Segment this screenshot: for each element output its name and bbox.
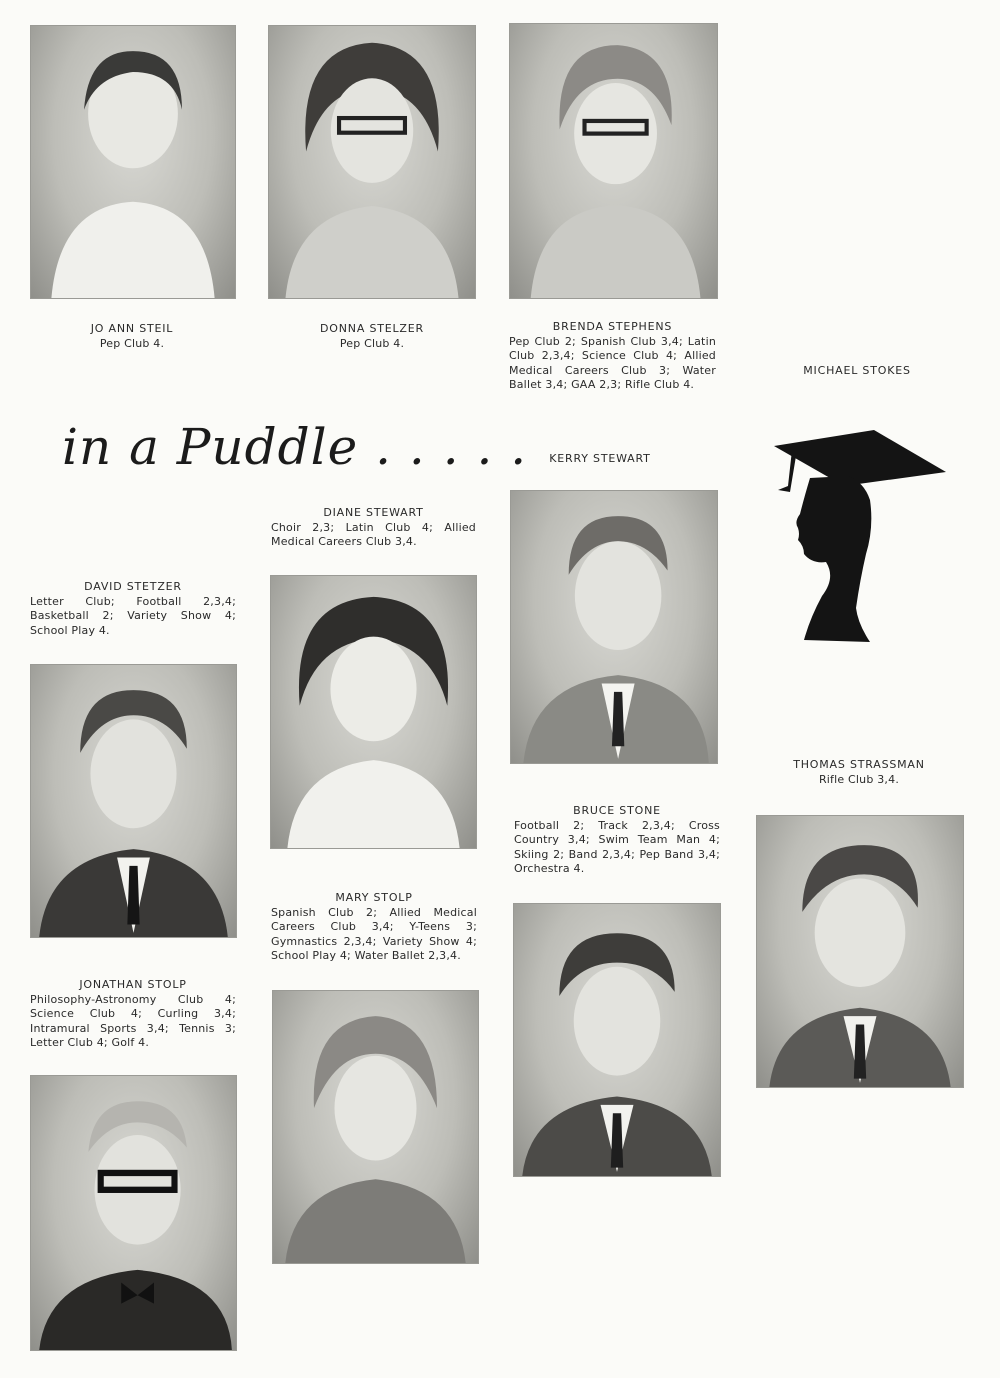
student-activities: Pep Club 4.: [99, 336, 165, 350]
portrait-thomas-strassman: [756, 815, 964, 1088]
student-activities: Spanish Club 2; Allied Medical Careers Club 3,4; Y-Teens 3; Gymnastics 2,3,4; Variety Show 4; School Play 4; Water Ballet 2,3,4.: [271, 905, 477, 962]
portrait-bruce-stone: [513, 903, 721, 1177]
student-name: JO ANN STEIL: [90, 322, 174, 335]
caption-david-stetzer: [30, 580, 236, 638]
portrait-david-stetzer: [30, 664, 237, 938]
student-name: THOMAS STRASSMAN: [793, 758, 925, 771]
student-name: DAVID STETZER: [84, 580, 182, 593]
student-name: BRENDA STEPHENS: [552, 320, 673, 333]
graduate-silhouette-icon: [770, 428, 948, 650]
caption-bruce-stone: [514, 804, 720, 877]
caption-jo-ann-steil: [30, 322, 234, 351]
student-activities: Rifle Club 3,4.: [818, 772, 900, 786]
portrait-donna-stelzer: [268, 25, 476, 299]
student-name: DONNA STELZER: [320, 322, 424, 335]
portrait-jonathan-stolp: [30, 1075, 237, 1351]
caption-jonathan-stolp: [30, 978, 236, 1051]
student-name: MICHAEL STOKES: [803, 364, 911, 377]
student-name: DIANE STEWART: [323, 506, 424, 519]
student-name: KERRY STEWART: [549, 452, 651, 465]
student-activities: Choir 2,3; Latin Club 4; Allied Medical Careers Club 3,4.: [271, 520, 476, 548]
caption-michael-stokes: [760, 364, 954, 379]
student-activities: Pep Club 4.: [339, 336, 405, 350]
student-name: MARY STOLP: [335, 891, 413, 904]
caption-donna-stelzer: [270, 322, 474, 351]
caption-thomas-strassman: [756, 758, 962, 787]
student-name: JONATHAN STOLP: [79, 978, 187, 991]
page-headline: in a Puddle . . . . .: [62, 418, 528, 476]
portrait-kerry-stewart: [510, 490, 718, 764]
portrait-jo-ann-steil: [30, 25, 236, 299]
portrait-mary-stolp: [272, 990, 479, 1264]
student-activities: Philosophy-Astronomy Club 4; Science Club 4; Curling 3,4; Intramural Sports 3,4; Tennis 3; Letter Club 4; Golf 4.: [30, 992, 236, 1049]
student-activities: Pep Club 2; Spanish Club 3,4; Latin Club 2,3,4; Science Club 4; Allied Medical Careers Club 3; Water Ballet 3,4; GAA 2,3; Rifle Club 4.: [509, 334, 716, 391]
student-activities: Letter Club; Football 2,3,4; Basketball 2; Variety Show 4; School Play 4.: [30, 594, 236, 637]
student-name: BRUCE STONE: [573, 804, 661, 817]
student-activities: Football 2; Track 2,3,4; Cross Country 3,4; Swim Team Man 4; Skiing 2; Band 2,3,4; Pep Band 3,4; Orchestra 4.: [514, 818, 720, 875]
caption-mary-stolp: [271, 891, 477, 964]
caption-kerry-stewart: [510, 452, 690, 467]
caption-brenda-stephens: [509, 320, 716, 393]
portrait-brenda-stephens: [509, 23, 718, 299]
caption-diane-stewart: [271, 506, 476, 550]
portrait-diane-stewart: [270, 575, 477, 849]
